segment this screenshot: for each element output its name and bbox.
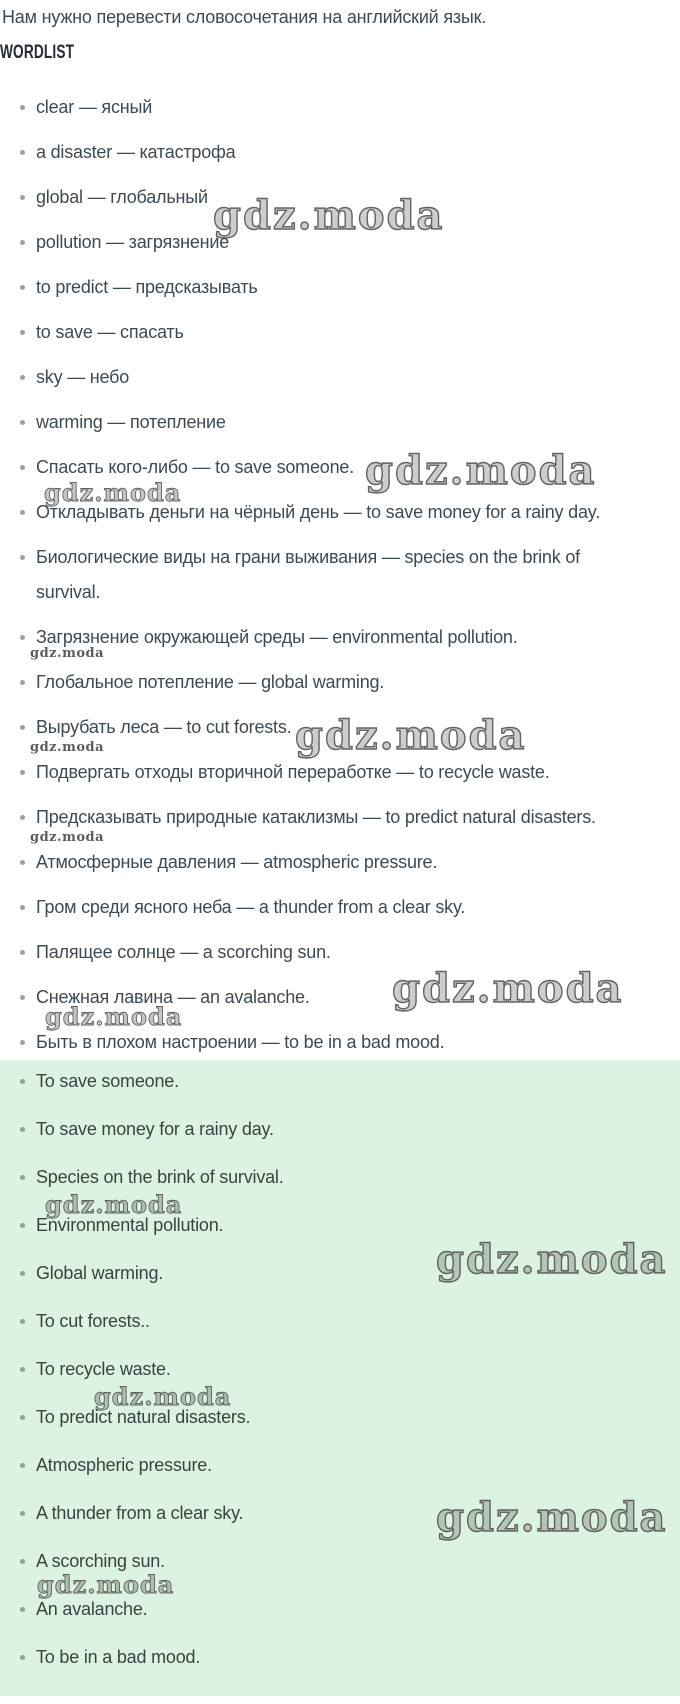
watermark: gdz.moda: [37, 1570, 175, 1599]
list-item: [0, 450, 670, 485]
list-item-text: Гром среди ясного неба — a thunder from a clear sky.: [36, 897, 466, 917]
list-item: [0, 135, 670, 170]
watermark: gdz.moda: [392, 965, 624, 1012]
bullet-dot-icon: [20, 770, 25, 775]
bullet-dot-icon: [20, 1559, 25, 1564]
list-item: [0, 1448, 670, 1483]
list-item-text: Глобальное потепление — global warming.: [36, 672, 385, 692]
list-item: [0, 180, 670, 215]
bullet-dot-icon: [20, 1127, 25, 1132]
list-item-text: Биологические виды на грани выживания — species on the brink of survival.: [36, 547, 580, 602]
list-item-text: sky — небо: [36, 367, 130, 387]
list-item-text: Предсказывать природные катаклизмы — to predict natural disasters.: [36, 807, 596, 827]
list-item-text: Снежная лавина — an avalanche.: [36, 987, 310, 1007]
wordlist-heading: WORDLIST: [0, 42, 75, 63]
list-item-text: Species on the brink of survival.: [36, 1167, 284, 1187]
list-item-text: Атмосферные давления — atmospheric pressure.: [36, 852, 438, 872]
bullet-dot-icon: [20, 240, 25, 245]
bullet-dot-icon: [20, 195, 25, 200]
bullet-dot-icon: [20, 995, 25, 1000]
list-item: [0, 980, 670, 1015]
bullet-dot-icon: [20, 680, 25, 685]
list-item: [0, 845, 670, 880]
bullet-dot-icon: [20, 150, 25, 155]
watermark: gdz.moda: [213, 192, 445, 239]
list-item-text: Спасать кого-либо — to save someone.: [36, 457, 355, 477]
watermark: gdz.moda: [45, 1002, 183, 1031]
list-item: [0, 1304, 670, 1339]
bullet-dot-icon: [20, 1463, 25, 1468]
list-item: [0, 755, 670, 790]
list-item: [0, 1160, 670, 1195]
bullet-dot-icon: [20, 285, 25, 290]
list-item-text: To be in a bad mood.: [36, 1647, 201, 1667]
intro-text: Нам нужно перевести словосочетания на английский язык.: [2, 7, 487, 27]
list-item-text: Вырубать леса — to cut forests.: [36, 717, 292, 737]
list-item-text: warming — потепление: [36, 412, 226, 432]
bullet-dot-icon: [20, 725, 25, 730]
bullet-dot-icon: [20, 1223, 25, 1228]
bullet-dot-icon: [20, 105, 25, 110]
wordlist: [0, 90, 680, 1060]
bullet-dot-icon: [20, 815, 25, 820]
watermark: gdz.moda: [436, 1494, 668, 1541]
list-item-text: To recycle waste.: [36, 1359, 171, 1379]
list-item: [0, 665, 670, 700]
bullet-dot-icon: [20, 1415, 25, 1420]
bullet-dot-icon: [20, 1607, 25, 1612]
watermark: gdz.moda: [365, 447, 597, 494]
list-item-text: clear — ясный: [36, 97, 153, 117]
list-item-text: To cut forests..: [36, 1311, 150, 1331]
list-item-text: To save money for a rainy day.: [36, 1119, 274, 1139]
watermark: gdz.moda: [45, 1190, 183, 1219]
bullet-dot-icon: [20, 1271, 25, 1276]
bullet-dot-icon: [20, 860, 25, 865]
list-item-text: pollution — загрязнение: [36, 232, 230, 252]
watermark: gdz.moda: [30, 740, 105, 755]
bullet-dot-icon: [20, 465, 25, 470]
list-item: [0, 1544, 670, 1579]
list-item: [0, 1112, 670, 1147]
list-item-text: to save — спасать: [36, 322, 184, 342]
watermark: gdz.moda: [295, 712, 527, 759]
bullet-dot-icon: [20, 1655, 25, 1660]
watermark: gdz.moda: [30, 646, 105, 661]
list-item: [0, 90, 670, 125]
watermark: gdz.moda: [30, 830, 105, 845]
list-item: [0, 360, 670, 395]
list-item-text: A scorching sun.: [36, 1551, 165, 1571]
bullet-dot-icon: [20, 950, 25, 955]
list-item-text: A thunder from a clear sky.: [36, 1503, 244, 1523]
bullet-dot-icon: [20, 1175, 25, 1180]
watermark: gdz.moda: [44, 478, 182, 507]
bullet-dot-icon: [20, 1319, 25, 1324]
list-item-text: Atmospheric pressure.: [36, 1455, 212, 1475]
bullet-dot-icon: [20, 510, 25, 515]
bullet-dot-icon: [20, 330, 25, 335]
answers-list: [0, 1064, 680, 1675]
list-item: [0, 710, 670, 745]
bullet-dot-icon: [20, 1511, 25, 1516]
list-item: [0, 270, 670, 305]
list-item-text: Подвергать отходы вторичной переработке — to recycle waste.: [36, 762, 550, 782]
list-item-text: global — глобальный: [36, 187, 208, 207]
list-item-text: Global warming.: [36, 1263, 164, 1283]
list-item-text: To predict natural disasters.: [36, 1407, 251, 1427]
list-item: [0, 1064, 670, 1099]
bullet-dot-icon: [20, 1367, 25, 1372]
list-item: [0, 935, 670, 970]
list-item-text: Быть в плохом настроении — to be in a bad mood.: [36, 1032, 445, 1052]
bullet-dot-icon: [20, 635, 25, 640]
bullet-dot-icon: [20, 905, 25, 910]
list-item: [0, 495, 670, 530]
list-item: [0, 620, 670, 655]
list-item: [0, 1025, 670, 1060]
list-item-text: Палящее солнце — a scorching sun.: [36, 942, 331, 962]
list-item: [0, 405, 670, 440]
bullet-dot-icon: [20, 555, 25, 560]
bullet-dot-icon: [20, 1079, 25, 1084]
list-item-text: Загрязнение окружающей среды — environmental pollution.: [36, 627, 518, 647]
list-item: [0, 800, 670, 835]
list-item-text: An avalanche.: [36, 1599, 148, 1619]
list-item-text: a disaster — катастрофа: [36, 142, 236, 162]
list-item: [0, 1256, 670, 1291]
bullet-dot-icon: [20, 1040, 25, 1045]
list-item-text: Environmental pollution.: [36, 1215, 224, 1235]
list-item: [0, 315, 670, 350]
list-item: [0, 1496, 670, 1531]
list-item: [0, 540, 670, 610]
list-item: [0, 1592, 670, 1627]
list-item: [0, 1400, 670, 1435]
list-item-text: to predict — предсказывать: [36, 277, 258, 297]
watermark: gdz.moda: [94, 1382, 232, 1411]
list-item-text: To save someone.: [36, 1071, 179, 1091]
list-item: [0, 1640, 670, 1675]
bullet-dot-icon: [20, 375, 25, 380]
watermark: gdz.moda: [436, 1236, 668, 1283]
answers-section: [0, 1060, 680, 1696]
list-item: [0, 1352, 670, 1387]
list-item-text: Откладывать деньги на чёрный день — to save money for a rainy day.: [36, 502, 601, 522]
list-item: [0, 1208, 670, 1243]
list-item: [0, 225, 670, 260]
bullet-dot-icon: [20, 420, 25, 425]
list-item: [0, 890, 670, 925]
